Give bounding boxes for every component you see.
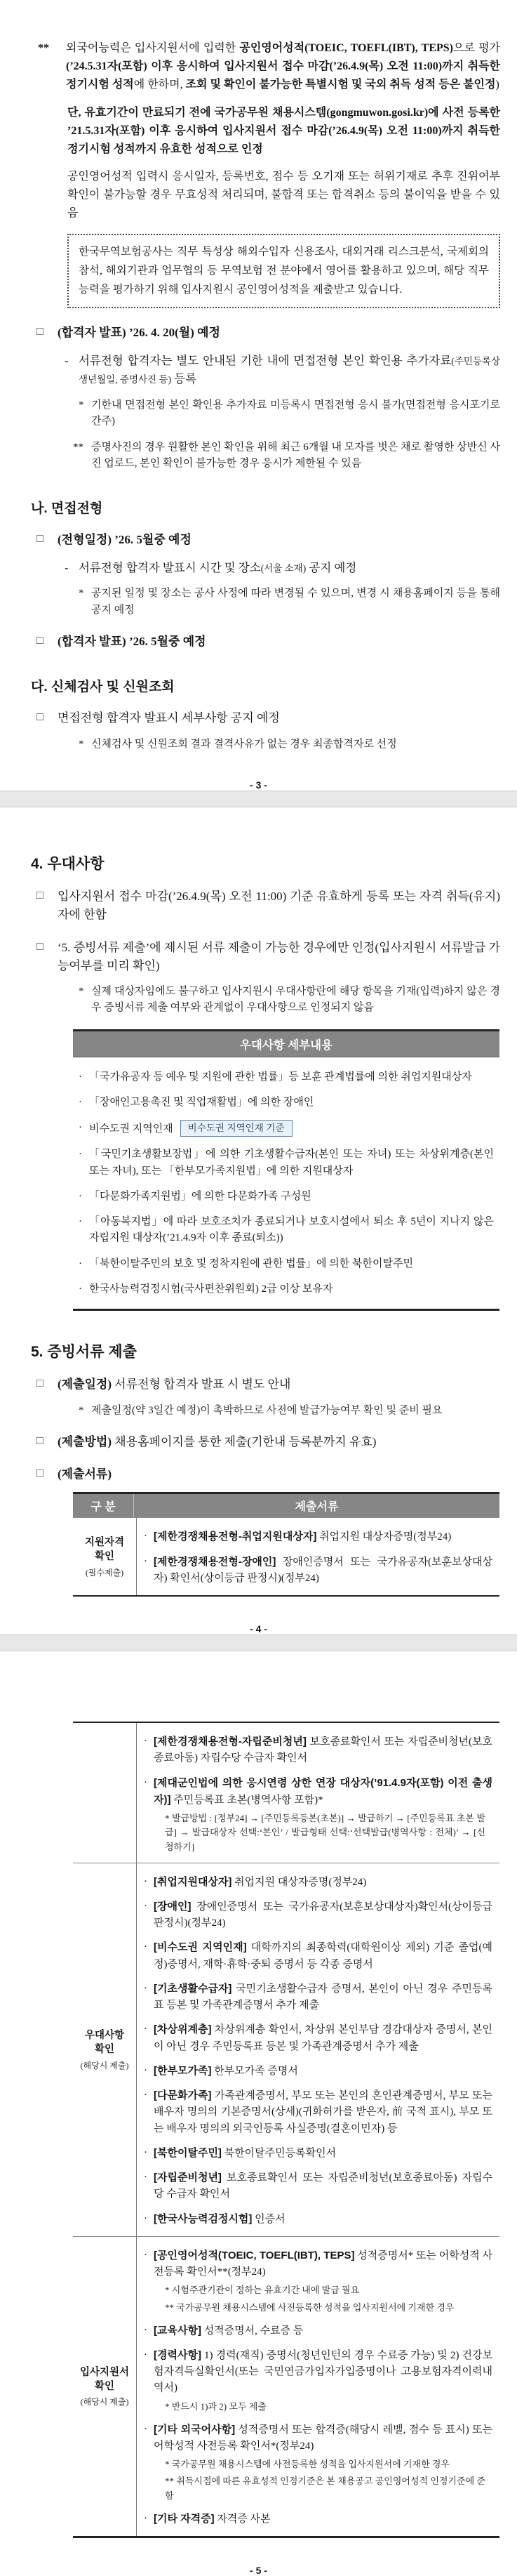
photo-requirement-note: ** 증명사진의 경우 원활한 본인 확인을 위해 최근 6개월 내 모자를 벗은 채로 촬영한 상반신 사진 업로드, 본인 확인이 불가능한 경우 응시가 제한될 수 있음 — [73, 440, 500, 473]
doc-item: · [한부모가족] 한부모가족 증명서 — [144, 2063, 492, 2080]
other-language-note-1: * 국가공무원 채용시스템에 사전등록한 성적을 입사지원서에 기재한 경우 — [165, 2459, 450, 2470]
pass-announcement-item — [36, 324, 500, 342]
pref-item-korean-history-exam: · 한국사능력검정시험(국사편찬위원회) 2급 이상 보유자 — [79, 1281, 494, 1297]
item-text: 서류전형 합격자는 별도 안내된 기한 내에 면접전형 본인 확인용 추가자료(주민등록상 생년월일, 증명사진 등) 등록 — [79, 353, 500, 386]
bullet-marker: · — [79, 1122, 82, 1134]
bullet-marker: · — [79, 1257, 82, 1269]
bullet-marker: · — [79, 1071, 82, 1083]
bullet-marker: · — [144, 2212, 147, 2224]
doc-item: · [경력사항] 1) 경력(재직) 증명서(청년인턴의 경우 수료증 가능) 및 2) 건강보험자격득실확인서(또는 국민연금가입자가입증명이나 고용보험자격이력내역서) — [144, 2347, 492, 2397]
submission-schedule-note: * 제출일정(약 3일간 예정)이 촉박하므로 사전에 발급가능여부 확인 및 준비 필요 — [79, 1403, 500, 1419]
square-marker: □ — [36, 634, 43, 647]
bullet-marker: · — [144, 1982, 147, 1994]
page-5 — [0, 1651, 517, 2576]
row-cell-eligibility — [137, 1518, 499, 1595]
bullet-marker: · — [144, 2089, 147, 2101]
schedule-change-note: * 공지된 일정 및 장소는 공사 사정에 따라 변경될 수 있으며, 변경 시 채용홈페이지 등을 통해 공지 예정 — [79, 586, 500, 619]
page-separator — [0, 791, 517, 807]
table-header-row — [73, 1494, 499, 1517]
pref-item-veteran: · 「국가유공자 등 예우 및 지원에 관한 법률」등 보훈 관계법률에 의한 취업지원대상자 — [79, 1069, 494, 1085]
page-4 — [0, 807, 517, 1634]
square-marker: □ — [36, 940, 43, 953]
row-head-empty — [73, 1723, 137, 1862]
doc-item: · [공인영어성적(TOEIC, TOEFL(IBT), TEPS] 성적증명서* 또는 어학성적 사전등록 확인서**(정부24) — [144, 2247, 492, 2281]
pref-item-multicultural: · 「다문화가족지원법」에 의한 다문화가족 구성원 — [79, 1189, 494, 1205]
table-row-preferences — [73, 1863, 499, 2236]
page-separator — [0, 1634, 517, 1651]
bullet-marker: · — [79, 1149, 82, 1161]
page-3 — [0, 0, 517, 791]
page-number-5: - 5 - — [250, 2565, 267, 2576]
doc-item: · [제한경쟁채용전형-취업지원대상자] 취업지원 대상자증명(정부24) — [144, 1528, 492, 1545]
english-score-note-1: * 시험주관기관이 정하는 유효기간 내에 발급 필요 — [165, 2285, 360, 2296]
pref-item-basic-livelihood: · 「국민기초생활보장법」에 의한 기초생활수급자(본인 또는 자녀) 또는 차상위계층(본인 또는 자녀), 또는 「한부모가족지원법」에 의한 지원대상자 — [79, 1147, 494, 1180]
english-score-note-2: ** 국가공무원 채용시스템에 사전등록한 성적을 입사지원서에 기재한 경우 — [165, 2301, 455, 2313]
doc-item: · [제한경쟁채용전형-장애인] 장애인증명서 또는 국가유공자(보훈보상대상자) 확인서(상이등급 판정시)(정부24) — [144, 1554, 492, 1587]
row-head-preferences: 우대사항 확인 (해당시 제출) — [73, 1863, 137, 2236]
doc-item: · [교육사항] 성적증명서, 수료증 등 — [144, 2323, 492, 2339]
asterisk-marker: * — [79, 738, 84, 750]
valid-score-note: 단, 유효기간이 만료되기 전에 국가공무원 채용시스템(gongmuwon.gosi.kr)에 사전 등록한 ’21.5.31자(포함) 이후 응시하여 입사지원서 접수 마감(’26.4.9(목) 오전 11:00)까지 취득한 정기시험 성적까지 유효한 성적으로 인정 — [67, 106, 500, 155]
preference-docs-item: □ ‘5. 증빙서류 제출’에 제시된 서류 제출이 가능한 경우에만 인정(입사지원시 서류발급 가능여부를 미리 확인) — [36, 939, 500, 976]
table-row-eligibility-continued — [73, 1723, 499, 1862]
bullet-marker: · — [144, 1736, 147, 1748]
doc-item: · [제한경쟁채용전형-자립준비청년] 보호종료확인서 또는 자립준비청년(보호종료아동) 자립수당 수급자 확인서 — [144, 1733, 492, 1767]
other-language-note-2: ** 취득시점에 따른 유효성적 인정기준은 본 채용공고 공인영어성적 인정기준에 준함 — [165, 2476, 485, 2501]
page-number-3: - 3 - — [250, 779, 267, 791]
preference-deadline-item: □ 입사지원서 접수 마감(’26.4.9(목) 오전 11:00) 기준 유효하게 등록 또는 자격 취득(유지)자에 한함 — [36, 887, 500, 925]
row-head-eligibility: 지원자격 확인 (필수제출) — [73, 1518, 137, 1595]
bullet-marker: · — [144, 2249, 147, 2261]
table-row-application — [73, 2236, 499, 2536]
interview-pass-announcement: □ (합격자 발표) ’26. 5월중 예정 — [36, 633, 500, 651]
doc-item: · [장애인] 장애인증명서 또는 국가유공자(보훈보상대상자)확인서(상이등급 판정시)(정부24) — [144, 1898, 492, 1932]
doc-item: · [한국사능력검정시험] 인증서 — [144, 2211, 492, 2228]
section-interview: 나. 면접전형 — [31, 501, 103, 516]
doc-item: · [다문화가족] 가족관계증명서, 부모 또는 본인의 혼인관계증명서, 부모 또는 배우자 명의의 기본증명서(상세)(귀화허가를 받은자, 前 국적 표시), 부모 또는 배우자 명의의 외국인등록 사실증명(결혼이민자) 등 — [144, 2087, 492, 2137]
bullet-marker: · — [144, 1900, 147, 1912]
section-documents-title: 5. 증빙서류 제출 — [31, 1344, 137, 1361]
preference-table-body — [73, 1057, 499, 1309]
asterisk-marker: * — [79, 986, 84, 998]
dash-marker: - — [65, 561, 69, 574]
bullet-marker: · — [79, 1283, 82, 1295]
double-asterisk-marker: ** — [73, 442, 83, 454]
regional-talent-criteria-link[interactable]: 비수도권 지역인재 기준 — [180, 1120, 293, 1137]
bullet-marker: · — [144, 2423, 147, 2435]
bullet-marker: · — [144, 1941, 147, 1953]
bullet-marker: · — [144, 2023, 147, 2035]
bullet-marker: · — [144, 1555, 147, 1567]
interview-place-detail: - 서류전형 합격자 발표시 시간 및 장소(서울 소재) 공지 예정 — [65, 559, 500, 577]
doc-item: · [비수도권 지역인재] 대학까지의 최종학력(대학원이상 제외) 기준 졸업(예정)증명서, 재학·휴학·중퇴 증명서 등 각종 증명서 — [144, 1939, 492, 1973]
submission-docs-table-continued — [73, 1722, 499, 2538]
square-marker: □ — [36, 1467, 43, 1480]
bullet-marker: · — [79, 1190, 82, 1202]
deadline-warning-note: * 기한내 면접전형 본인 확인용 추가자료 미등록시 면접전형 응시 불가(면접전형 응시포기로 간주) — [79, 397, 500, 430]
item-text: (합격자 발표) ’26. 4. 20(월) 예정 — [58, 325, 220, 339]
doc-item: · [차상위계층] 차상위계층 확인서, 차상위 본인부담 경감대상자 증명서, 본인이 아닌 경우 주민등록표 등본 및 가족관계증명서 추가 제출 — [144, 2021, 492, 2055]
square-marker: □ — [36, 325, 43, 338]
preference-table-header: 우대사항 세부내용 — [73, 1031, 499, 1057]
bullet-marker: · — [144, 2512, 147, 2524]
bullet-marker: · — [144, 2064, 147, 2076]
square-marker: □ — [36, 1378, 43, 1390]
footnote-text: 외국어능력은 입사지원서에 입력한 공인영어성적(TOEIC, TOEFL(IBT), TEPS)으로 평가(’24.5.31자(포함) 이후 응시하여 입사지원서 접수 마감(’26.4.9(목) 오전 11:00)까지 취득한 정기시험 성적에 한하며, 조회 및 확인이 불가능한 특별시험 및 국외 취득 성적 등은 불인정) — [66, 42, 500, 91]
pref-item-disabled: · 「장애인고용촉진 및 직업재활법」에 의한 장애인 — [79, 1095, 494, 1111]
pref-item-regional: · 비수도권 지역인재 비수도권 지역인재 기준 — [79, 1120, 494, 1137]
document-pass-detail — [65, 352, 500, 389]
false-entry-note: 공인영어성적 입력시 응시일자, 등록번호, 점수 등 오기재 또는 허위기재로 추후 진위여부 확인이 불가능할 경우 무효성적 처리되며, 불합격 또는 합격취소 등의 불이익을 받을 수 있음 — [67, 171, 500, 220]
submission-method-item: □ (제출방법) 채용홈페이지를 통한 제출(기한내 등록분까지 유효) — [36, 1433, 500, 1451]
doc-item: · [기타 외국어사항] 성적증명서 또는 합격증(해당시 레벨, 점수 등 표시) 또는 어학성적 사전등록 확인서*(정부24) — [144, 2422, 492, 2455]
physical-exam-notice: □ 면접전형 합격자 발표시 세부사항 공지 예정 — [36, 709, 500, 727]
bullet-marker: · — [79, 1216, 82, 1228]
preference-entry-note: * 실제 대상자임에도 불구하고 입사지원시 우대사항란에 해당 항목을 기재(입력)하지 않은 경우 증빙서류 제출 여부와 관계없이 우대사항으로 인정되지 않음 — [79, 984, 500, 1017]
pref-item-self-reliance: · 「아동복지법」에 따라 보호조치가 종료되거나 보호시설에서 퇴소 후 5년이 지나지 않은 자립지원 대상자(’21.4.9자 이후 종료(퇴소)) — [79, 1214, 494, 1247]
double-asterisk-marker: ** — [38, 42, 49, 54]
section-physical-exam: 다. 신체검사 및 신원조회 — [31, 680, 175, 695]
section-preferences-title: 4. 우대사항 — [31, 855, 105, 872]
bullet-marker: · — [79, 1096, 82, 1108]
bullet-marker: · — [144, 1875, 147, 1887]
doc-item: · [북한이탈주민] 북한이탈주민등록확인서 — [144, 2145, 492, 2162]
asterisk-marker: * — [79, 399, 84, 411]
dash-marker: - — [65, 353, 69, 367]
career-note: * 반드시 1)과 2) 모두 제출 — [165, 2400, 267, 2412]
issuance-method-note: * 발급방법 : [정부24] → [주민등록등본(초본)] → 발급하기 → [주민등록표 초본 발급] → 발급대상자 선택:‘본인’ / 발급형태 선택:‘선택발급(병역사항 : 전체)’ → [신청하기] — [165, 1813, 485, 1852]
asterisk-marker: * — [79, 1404, 84, 1416]
bullet-marker: · — [144, 1776, 147, 1788]
interview-schedule-item: □ (전형일정) ’26. 5월중 예정 — [36, 531, 500, 549]
square-marker: □ — [36, 889, 43, 901]
submission-docs-item: □ (제출서류) — [36, 1465, 500, 1484]
row-cell-application — [137, 2237, 499, 2536]
final-pass-note: * 신체검사 및 신원조회 결과 결격사유가 없는 경우 최종합격자로 선정 — [79, 737, 500, 753]
submission-schedule-item: □ (제출일정) 서류전형 합격자 발표 시 별도 안내 — [36, 1375, 500, 1394]
preference-detail-table — [73, 1029, 499, 1312]
bullet-marker: · — [144, 2324, 147, 2336]
column-header-category: 구 분 — [73, 1494, 134, 1517]
table-row-eligibility — [73, 1517, 499, 1595]
row-cell-preferences — [137, 1863, 499, 2236]
bullet-marker: · — [144, 2349, 147, 2360]
square-marker: □ — [36, 711, 43, 724]
column-header-documents: 제출서류 — [134, 1494, 499, 1517]
square-marker: □ — [36, 1434, 43, 1447]
submission-docs-table — [73, 1492, 499, 1597]
doc-item: · [취업지원대상자] 취업지원 대상자증명(정부24) — [144, 1874, 492, 1891]
ksure-english-notice-box: 한국무역보험공사는 직무 특성상 해외수입자 신용조사, 대외거래 리스크분석, 국제회의 참석, 해외기관과 업무협의 등 무역보험 전 분야에서 영어를 활용하고 있으며, 해당 직무능력을 평가하기 위해 입사지원시 공인영어성적을 제출받고 있습니다. — [67, 234, 500, 308]
bullet-marker: · — [144, 2172, 147, 2184]
page-number-4: - 4 - — [250, 1623, 267, 1635]
square-marker: □ — [36, 532, 43, 545]
doc-item: · [기타 자격증] 자격증 사본 — [144, 2511, 492, 2528]
doc-item: · [제대군인법에 의한 응시연령 상한 연장 대상자(’91.4.9자(포함) 이전 출생자)] 주민등록표 초본(병역사항 포함)* — [144, 1775, 492, 1809]
asterisk-marker: * — [79, 588, 84, 600]
pref-item-north-korean-defector: · 「북한이탈주민의 보호 및 정착지원에 관한 법률」에 의한 북한이탈주민 — [79, 1256, 494, 1272]
doc-item: · [기초생활수급자] 국민기초생활수급자 증명서, 본인이 아닌 경우 주민등록표 등본 및 가족관계증명서 추가 제출 — [144, 1981, 492, 2014]
bullet-marker: · — [144, 1531, 147, 1543]
footnote-foreign-language — [38, 39, 500, 94]
doc-item: · [자립준비청년] 보호종료확인서 또는 자립준비청년(보호종료아동) 자립수당 수급자 확인서 — [144, 2169, 492, 2203]
row-cell-eligibility-continued — [137, 1723, 499, 1862]
bullet-marker: · — [144, 2146, 147, 2158]
row-head-application: 입사지원서 확인 (해당시 제출) — [73, 2237, 137, 2536]
